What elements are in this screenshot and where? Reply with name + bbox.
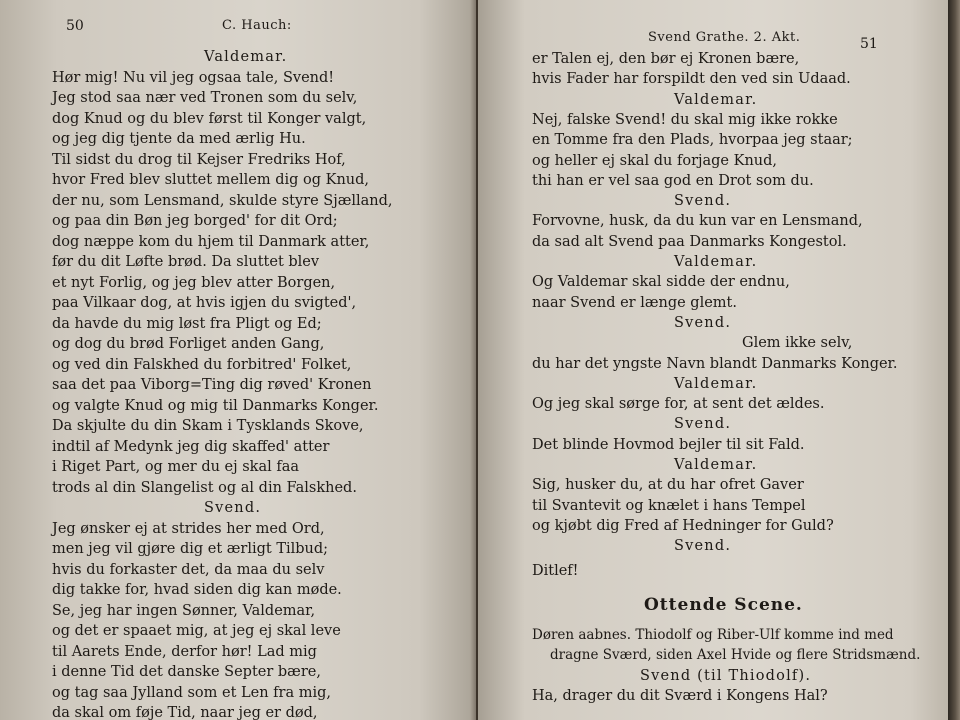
verse-line: i Riget Part, og mer du ej skal faa xyxy=(52,459,300,475)
verse-line: dig takke for, hvad siden dig kan møde. xyxy=(52,582,342,598)
speaker-name: Valdemar. xyxy=(674,254,758,270)
stage-direction: dragne Sværd, siden Axel Hvide og flere Stridsmænd. xyxy=(550,647,921,664)
verse-line: et nyt Forlig, og jeg blev atter Borgen, xyxy=(52,274,336,291)
verse-line: og jeg dig tjente da med ærlig Hu. xyxy=(52,131,306,147)
speaker-name: Svend. xyxy=(204,500,262,516)
verse-line: og heller ej skal du forjage Knud, xyxy=(532,152,778,169)
verse-line: Forvovne, husk, da du kun var en Lensmand, xyxy=(532,213,863,230)
verse-line: da skal om føje Tid, naar jeg er død, xyxy=(52,705,318,720)
verse-line: Se, jeg har ingen Sønner, Valdemar, xyxy=(52,602,316,619)
verse-line: og dog du brød Forliget anden Gang, xyxy=(52,336,325,352)
left-page xyxy=(0,0,476,720)
verse-line: Hør mig! Nu vil jeg ogsaa tale, Svend! xyxy=(52,69,335,86)
speaker-name: Svend. xyxy=(674,314,732,331)
verse-line: Sig, husker du, at du har ofret Gaver xyxy=(532,477,804,494)
verse-line: hvor Fred blev sluttet mellem dig og Knud, xyxy=(52,172,370,188)
verse-line: men jeg vil gjøre dig et ærligt Tilbud; xyxy=(52,541,329,557)
speaker-name: Svend. xyxy=(674,538,732,555)
verse-line: Til sidst du drog til Kejser Fredriks Hof, xyxy=(52,151,346,168)
verse-line: thi han er vel saa god en Drot som du. xyxy=(532,172,814,189)
verse-line: og kjøbt dig Fred af Hedninger for Guld? xyxy=(532,517,834,534)
verse-line: i denne Tid det danske Septer bære, xyxy=(52,664,321,680)
verse-line: Jeg ønsker ej at strides her med Ord, xyxy=(52,520,325,537)
speaker-name: Svend (til Thiodolf). xyxy=(640,667,812,684)
verse-line: Glem ikke selv, xyxy=(742,335,853,352)
verse-line: trods al din Slangelist og al din Falskhed. xyxy=(52,479,357,496)
speaker-name: Valdemar. xyxy=(674,91,758,108)
verse-line: da havde du mig løst fra Pligt og Ed; xyxy=(52,315,322,332)
verse-line: indtil af Medynk jeg dig skaffed' atter xyxy=(52,438,330,455)
verse-line: dog næppe kom du hjem til Danmark atter, xyxy=(52,233,370,250)
verse-line: saa det paa Viborg=Ting dig røved' Kronen xyxy=(52,377,372,393)
verse-line: og paa din Bøn jeg borged' for dit Ord; xyxy=(52,213,338,229)
verse-line: paa Vilkaar dog, at hvis igjen du svigted', xyxy=(52,295,357,311)
verse-line: Jeg stod saa nær ved Tronen som du selv, xyxy=(52,90,358,106)
verse-line: dog Knud og du blev først til Konger valgt, xyxy=(52,110,367,127)
verse-line: og det er spaaet mig, at jeg ej skal leve xyxy=(52,623,341,639)
verse-line: da sad alt Svend paa Danmarks Kongestol. xyxy=(532,233,847,250)
verse-line: hvis Fader har forspildt den ved sin Udaad. xyxy=(532,71,851,88)
page-number-left: 50 xyxy=(66,18,84,34)
verse-line: Da skjulte du din Skam i Tysklands Skove, xyxy=(52,418,364,434)
verse-line: er Talen ej, den bør ej Kronen bære, xyxy=(532,51,800,67)
verse-line: hvis du forkaster det, da maa du selv xyxy=(52,561,325,578)
book-edge xyxy=(948,0,960,720)
running-head-right: Svend Grathe. 2. Akt. xyxy=(648,30,801,45)
verse-line: Ditlef! xyxy=(532,562,579,579)
verse-line: Og jeg skal sørge for, at sent det ældes. xyxy=(532,396,825,413)
speaker-name: Valdemar. xyxy=(204,49,288,65)
verse-line: Nej, falske Svend! du skal mig ikke rokke xyxy=(532,111,838,128)
verse-line: og tag saa Jylland som et Len fra mig, xyxy=(52,684,332,701)
page-number-right: 51 xyxy=(860,36,878,52)
speaker-name: Valdemar. xyxy=(674,457,758,473)
stage-direction: Døren aabnes. Thiodolf og Riber-Ulf komme ind med xyxy=(532,627,894,644)
verse-line: Det blinde Hovmod bejler til sit Fald. xyxy=(532,436,805,453)
scene-title: Ottende Scene. xyxy=(644,594,803,615)
verse-line: før du dit Løfte brød. Da sluttet blev xyxy=(52,254,320,270)
verse-line: Ha, drager du dit Sværd i Kongens Hal? xyxy=(532,688,828,704)
speaker-name: Svend. xyxy=(674,416,732,433)
verse-line: en Tomme fra den Plads, hvorpaa jeg staar; xyxy=(532,132,853,149)
verse-line: der nu, som Lensmand, skulde styre Sjælland, xyxy=(52,192,393,209)
verse-line: naar Svend er længe glemt. xyxy=(532,294,737,311)
right-page xyxy=(478,0,948,720)
verse-line: til Aarets Ende, derfor hør! Lad mig xyxy=(52,643,317,660)
verse-line: Og Valdemar skal sidde der endnu, xyxy=(532,274,790,291)
verse-line: du har det yngste Navn blandt Danmarks Konger. xyxy=(532,355,898,372)
verse-line: og valgte Knud og mig til Danmarks Konger. xyxy=(52,397,379,414)
speaker-name: Svend. xyxy=(674,193,732,210)
verse-line: og ved din Falskhed du forbitred' Folket, xyxy=(52,356,352,373)
verse-line: til Svantevit og knælet i hans Tempel xyxy=(532,497,806,514)
running-head-left: C. Hauch: xyxy=(222,18,292,33)
speaker-name: Valdemar. xyxy=(674,375,758,392)
